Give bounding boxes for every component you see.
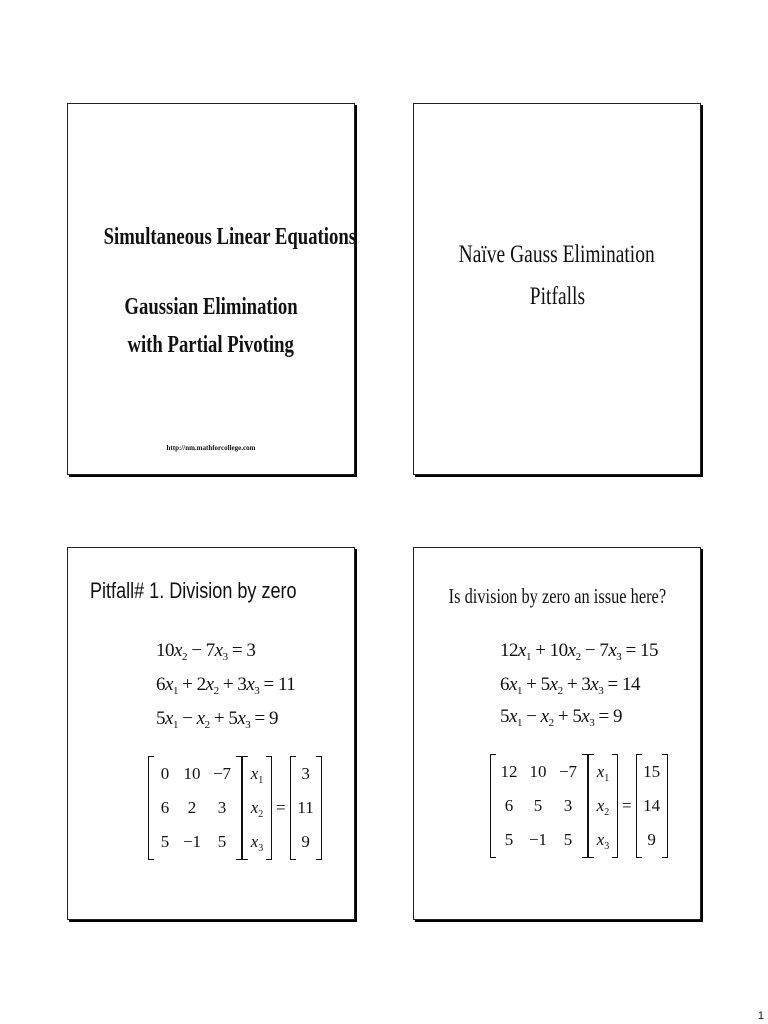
slide-heading: Is division by zero an issue here? <box>448 584 666 608</box>
equation-3: $5x_1 - x_2 + 5x_3 = 9$ <box>156 708 278 731</box>
slide-division-question <box>413 547 701 920</box>
rhs-vector: 15 14 9 <box>636 754 668 858</box>
coefficient-matrix: 0 10 −7 6 2 3 5 −1 5 <box>148 756 242 860</box>
slide-pitfalls <box>413 103 701 475</box>
rhs-vector: 3 11 9 <box>290 756 322 860</box>
slide-heading: Simultaneous Linear Equations <box>103 224 357 250</box>
slide-heading: Pitfall# 1. Division by zero <box>90 578 297 603</box>
equation-3: $5x_1 - x_2 + 5x_3 = 9$ <box>500 706 622 729</box>
coefficient-matrix: 12 10 −7 6 5 3 5 −1 5 <box>490 754 588 858</box>
equation-1: $12x_1 + 10x_2 - 7x_3 = 15$ <box>500 640 658 663</box>
equation-2: $6x_1 + 2x_2 + 3x_3 = 11$ <box>156 674 296 697</box>
source-url: http://nm.mathforcollege.com <box>166 444 256 452</box>
slide-subheading-line2: with Partial Pivoting <box>127 332 295 358</box>
unknown-vector: $x_1$ $x_2$ $x_3$ <box>588 754 618 858</box>
slide-title <box>67 103 355 475</box>
matrix-equation: 0 10 −7 6 2 3 5 −1 5 $x_1$ $x_2$ $x_3$ = 3 11 9 <box>148 756 322 860</box>
slide-heading: Naïve Gauss Elimination Pitfalls <box>458 241 656 310</box>
slide-subheading: Gaussian Elimination <box>124 294 298 320</box>
page-number: 1 <box>757 1010 764 1022</box>
matrix-equation: 12 10 −7 6 5 3 5 −1 5 $x_1$ $x_2$ $x_3$ = 15 14 9 <box>490 754 668 858</box>
equation-1: $10x_2 - 7x_3 = 3$ <box>156 640 256 663</box>
slide-pitfall-1 <box>67 547 355 920</box>
equation-2: $6x_1 + 5x_2 + 3x_3 = 14$ <box>500 674 640 697</box>
unknown-vector: $x_1$ $x_2$ $x_3$ <box>242 756 272 860</box>
